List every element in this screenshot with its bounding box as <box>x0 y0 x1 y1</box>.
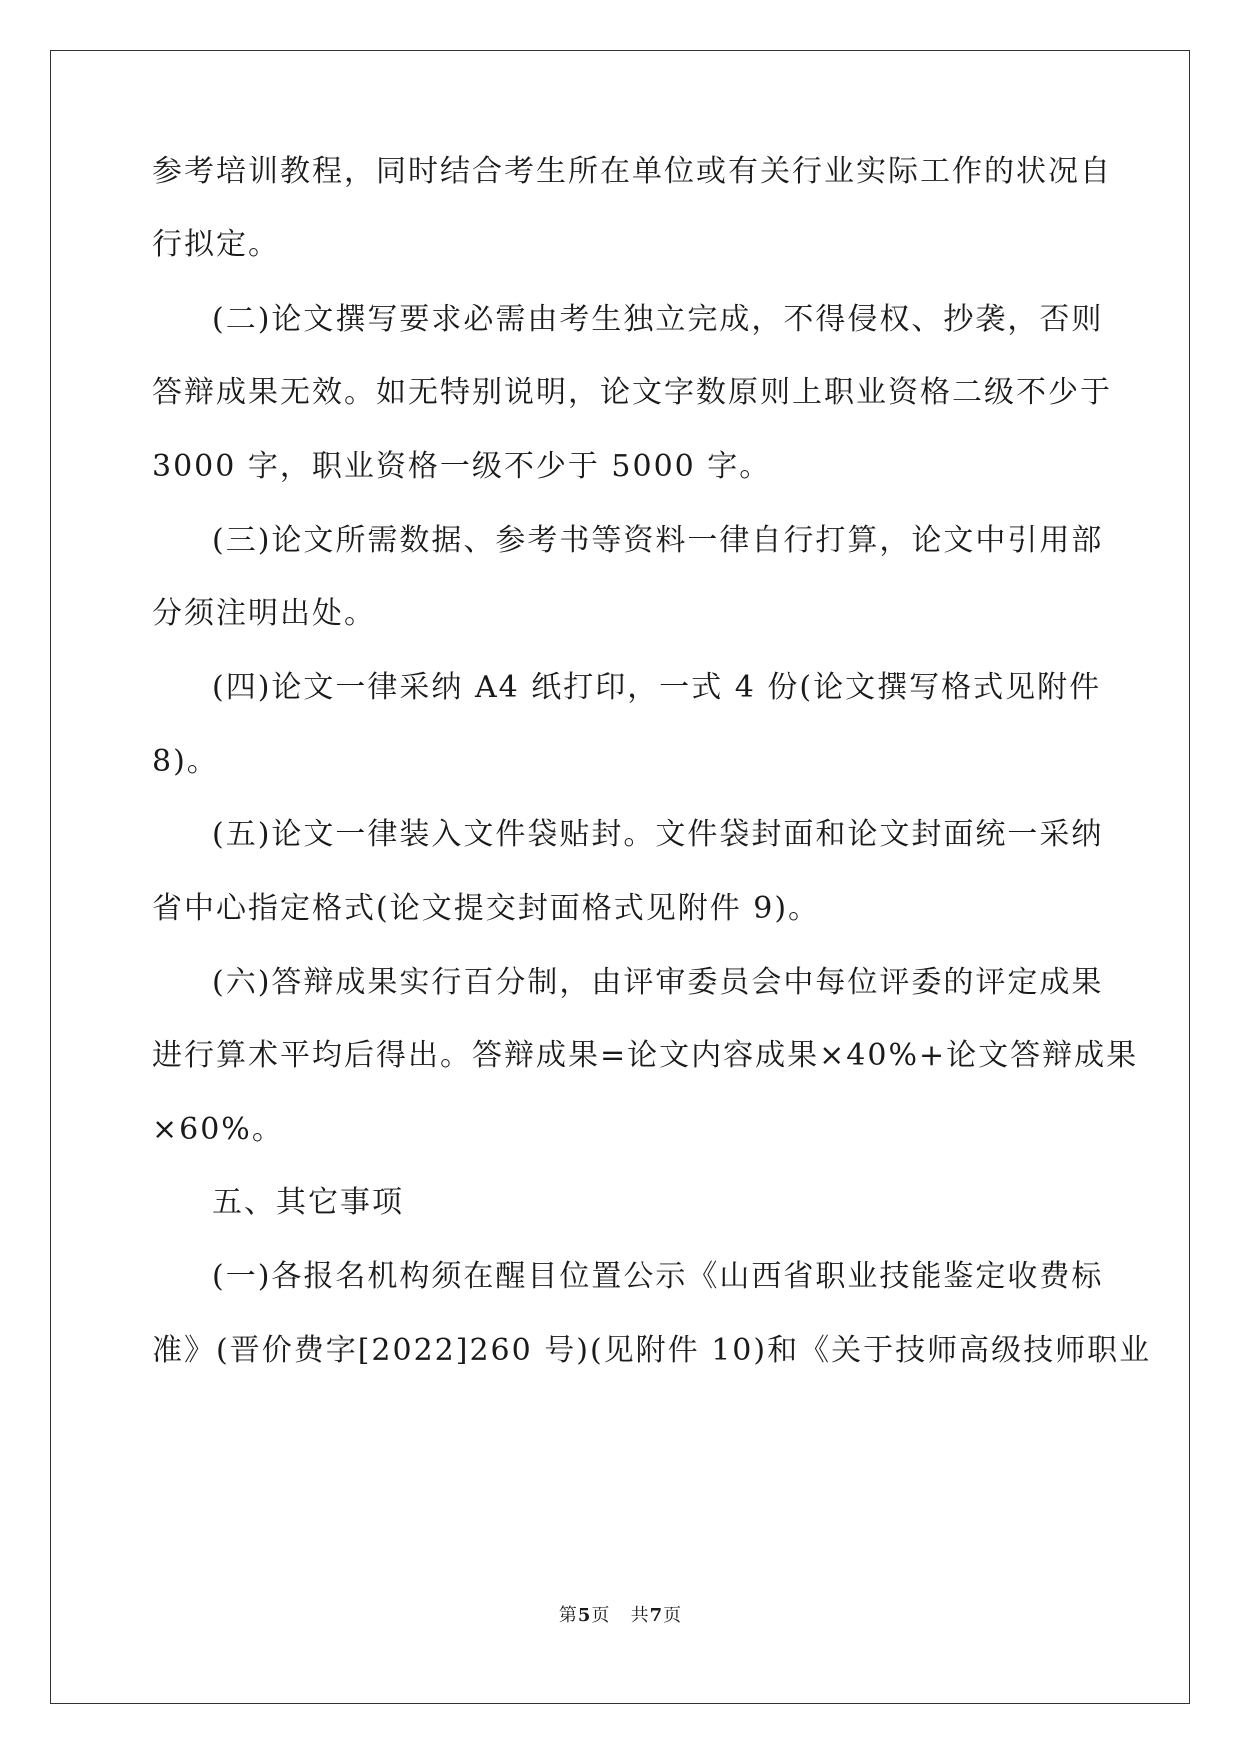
body-line-14: ×60%。 <box>152 1112 284 1147</box>
footer-page-suffix: 页 <box>591 1605 611 1626</box>
body-line-6: (三)论文所需数据、参考书等资料一律自行打算，论文中引用部 <box>212 523 1104 558</box>
body-line-1: 参考培训教程，同时结合考生所在单位或有关行业实际工作的状况自 <box>152 154 1112 189</box>
body-line-3: (二)论文撰写要求必需由考生独立完成，不得侵权、抄袭，否则 <box>212 302 1104 337</box>
body-line-5: 3000 字，职业资格一级不少于 5000 字。 <box>152 449 772 484</box>
body-line-7: 分须注明出处。 <box>152 596 376 631</box>
body-line-11: 省中心指定格式(论文提交封面格式见附件 9)。 <box>152 891 821 926</box>
page-footer <box>0 1604 1241 1628</box>
body-line-2: 行拟定。 <box>152 227 280 262</box>
body-line-13: 进行算术平均后得出。答辩成果=论文内容成果×40%+论文答辩成果 <box>152 1038 1139 1073</box>
body-line-10: (五)论文一律装入文件袋贴封。文件袋封面和论文封面统一采纳 <box>212 817 1104 852</box>
footer-total-pages: 7 <box>649 1605 664 1626</box>
body-line-8: (四)论文一律采纳 A4 纸打印，一式 4 份(论文撰写格式见附件 <box>212 670 1102 705</box>
footer-current-page: 5 <box>577 1605 592 1626</box>
body-line-16: (一)各报名机构须在醒目位置公示《山西省职业技能鉴定收费标 <box>212 1259 1104 1294</box>
section-heading: 五、其它事项 <box>212 1185 404 1220</box>
page-border <box>50 50 1190 1704</box>
footer-total-prefix: 共 <box>630 1605 650 1626</box>
footer-prefix: 第 <box>558 1605 578 1626</box>
body-line-12: (六)答辩成果实行百分制，由评审委员会中每位评委的评定成果 <box>212 965 1104 1000</box>
body-line-9: 8)。 <box>152 744 219 779</box>
body-line-4: 答辩成果无效。如无特别说明，论文字数原则上职业资格二级不少于 <box>152 375 1112 410</box>
footer-total-suffix: 页 <box>663 1605 683 1626</box>
body-line-17: 准》(晋价费字[2022]260 号)(见附件 10)和《关于技师高级技师职业 <box>152 1333 1152 1368</box>
